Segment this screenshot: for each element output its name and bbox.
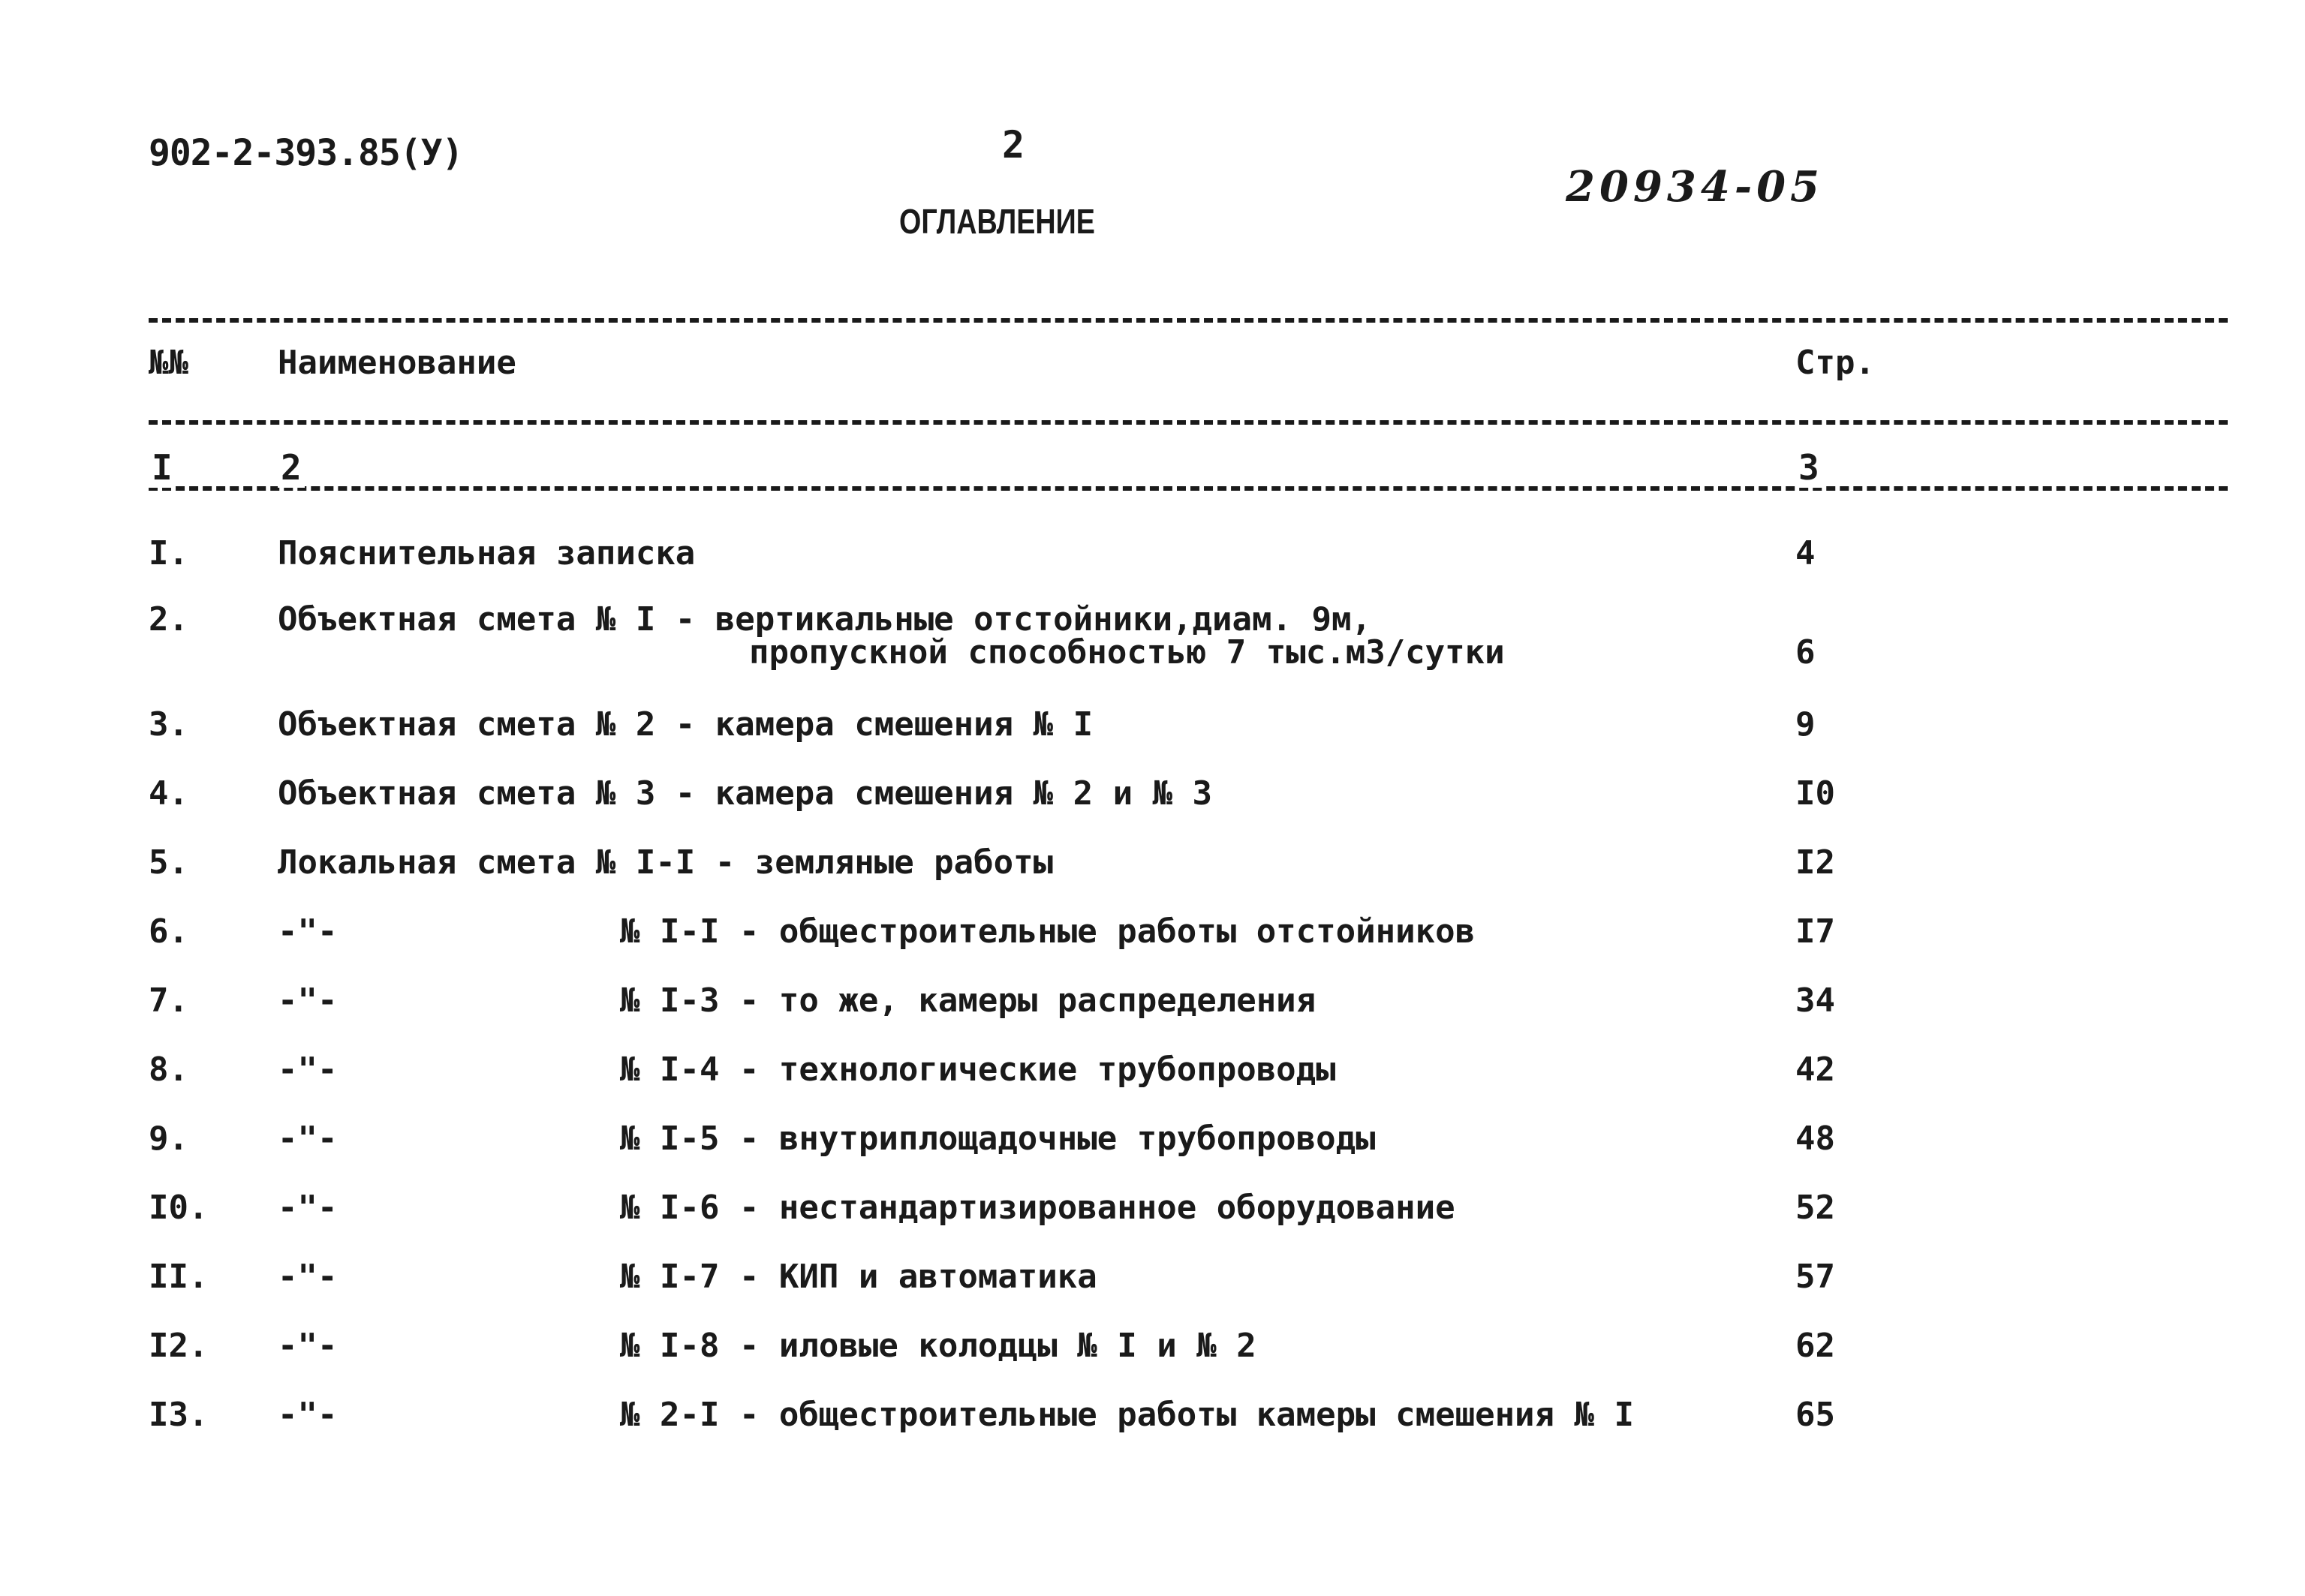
row-title: Объектная смета № I - вертикальные отстойники,диам. 9м,: [278, 600, 1371, 639]
row-page: I2: [1795, 843, 1835, 882]
table-row: [149, 1189, 2228, 1234]
table-row: [149, 843, 2228, 888]
row-title: Объектная смета № 2 - камера смешения № I: [278, 705, 1094, 744]
table-row: [149, 1396, 2228, 1441]
row-number: 6.: [149, 912, 188, 951]
col-header-page: Стр.: [1795, 344, 1875, 382]
row-page: 57: [1795, 1258, 1835, 1296]
col-header-num: №№: [149, 344, 188, 382]
row-number: II.: [149, 1258, 209, 1296]
row-title: № I-I - общестроительные работы отстойников: [620, 912, 1476, 951]
document-code: 902-2-393.85(У): [149, 132, 463, 174]
row-page: 42: [1795, 1050, 1835, 1089]
row-title: Объектная смета № 3 - камера смешения № 2 и № 3: [278, 774, 1213, 813]
table-row: [149, 774, 2228, 819]
divider-header-bottom: [149, 420, 2228, 425]
col-number-3: 3: [1795, 447, 1822, 488]
table-row: [149, 534, 2228, 579]
row-ditto-mark: -"-: [278, 1396, 338, 1434]
row-number: I2.: [149, 1327, 209, 1365]
divider-top: [149, 318, 2228, 323]
table-row: [149, 705, 2228, 750]
row-ditto-mark: -"-: [278, 912, 338, 951]
row-ditto-mark: -"-: [278, 1327, 338, 1365]
row-title: Пояснительная записка: [278, 534, 696, 573]
row-page: I7: [1795, 912, 1835, 951]
row-page: 34: [1795, 981, 1835, 1020]
divider-colnums: [149, 486, 2228, 491]
row-number: I3.: [149, 1396, 209, 1434]
row-ditto-mark: -"-: [278, 1120, 338, 1158]
row-number: I.: [149, 534, 188, 573]
row-number: 3.: [149, 705, 188, 744]
row-title: № I-7 - КИП и автоматика: [620, 1258, 1097, 1296]
row-ditto-mark: -"-: [278, 1050, 338, 1089]
row-page: 4: [1795, 534, 1816, 573]
row-number: 7.: [149, 981, 188, 1020]
row-page: 52: [1795, 1189, 1835, 1227]
row-number: 5.: [149, 843, 188, 882]
row-title: Локальная смета № I-I - земляные работы: [278, 843, 1054, 882]
row-number: I0.: [149, 1189, 209, 1227]
table-row: [149, 1327, 2228, 1372]
row-ditto-mark: -"-: [278, 1258, 338, 1296]
row-page: 48: [1795, 1120, 1835, 1158]
col-number-2: 2: [278, 447, 305, 488]
row-title: № I-4 - технологические трубопроводы: [620, 1050, 1336, 1089]
row-title: № 2-I - общестроительные работы камеры смешения № I: [620, 1396, 1635, 1434]
table-row: [149, 1050, 2228, 1096]
handwritten-code: 20934-05: [1566, 162, 1824, 212]
row-ditto-mark: -"-: [278, 981, 338, 1020]
table-row: [149, 981, 2228, 1026]
row-page: 62: [1795, 1327, 1835, 1365]
table-row: [149, 912, 2228, 957]
row-number: 2.: [149, 600, 188, 639]
row-ditto-mark: -"-: [278, 1189, 338, 1227]
table-row: [149, 600, 2228, 683]
row-title: № I-8 - иловые колодцы № I и № 2: [620, 1327, 1256, 1365]
row-number: 4.: [149, 774, 188, 813]
page-number: 2: [1002, 123, 1025, 167]
row-title-continued: пропускной способностью 7 тыс.м3/сутки: [749, 633, 1505, 672]
row-title: № I-5 - внутриплощадочные трубопроводы: [620, 1120, 1376, 1158]
col-number-1: I: [149, 447, 176, 488]
col-header-name: Наименование: [278, 344, 516, 382]
row-number: 9.: [149, 1120, 188, 1158]
table-row: [149, 1120, 2228, 1165]
row-title: № I-3 - то же, камеры распределения: [620, 981, 1316, 1020]
row-page: 9: [1795, 705, 1816, 744]
row-number: 8.: [149, 1050, 188, 1089]
page-title: ОГЛАВЛЕНИЕ: [899, 202, 1095, 241]
row-page: 65: [1795, 1396, 1835, 1434]
table-row: [149, 1258, 2228, 1303]
row-title: № I-6 - нестандартизированное оборудование: [620, 1189, 1455, 1227]
row-page: I0: [1795, 774, 1835, 813]
row-page: 6: [1795, 633, 1816, 672]
